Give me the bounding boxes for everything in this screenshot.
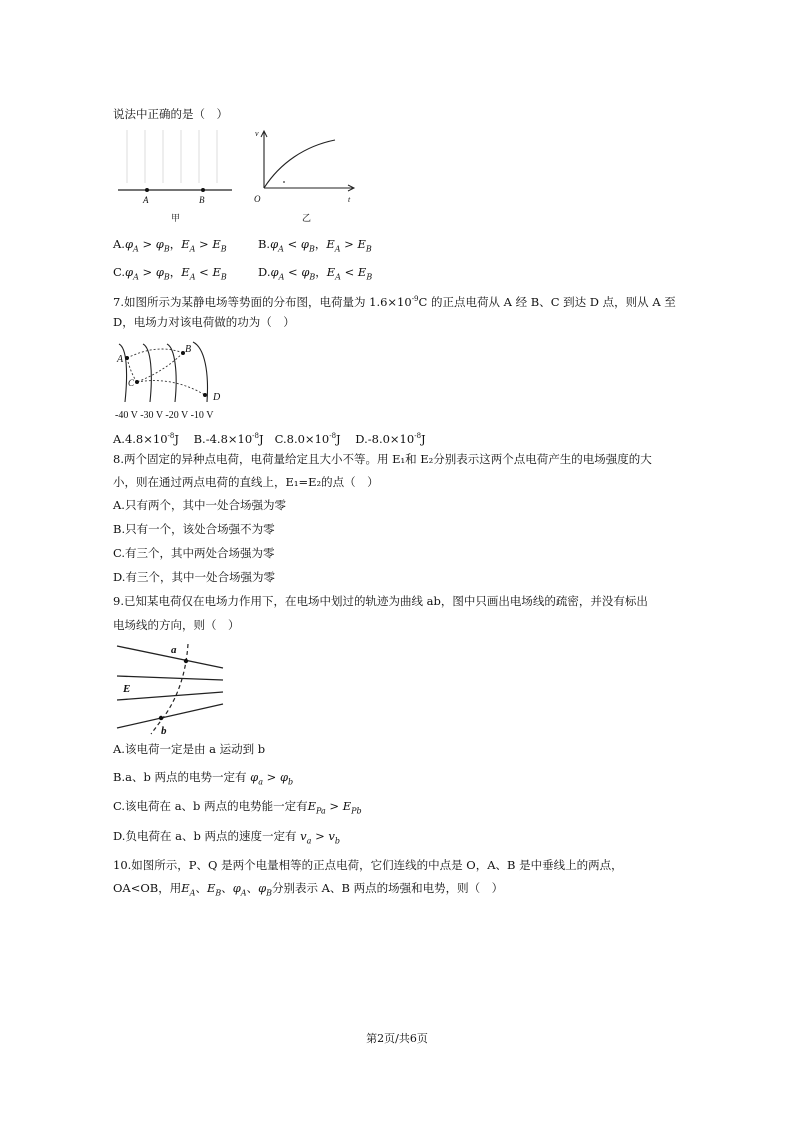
q6-options-cd bbox=[113, 264, 372, 285]
q10-stem-line1: 10.如图所示，P、Q 是两个电量相等的正点电荷，它们连线的中点是 O，A、B 是中垂线上的两点， bbox=[113, 858, 623, 872]
q6-figure-yi bbox=[250, 128, 360, 223]
q7-option-b: $B.-4.8\times 10^{-8}J$ bbox=[193, 431, 264, 446]
q9-label-b: b bbox=[161, 725, 167, 737]
q7-option-d: $D.-8.0\times 10^{-8}J$ bbox=[355, 431, 426, 446]
q8-stem-line2: 小，则在通过两点电荷的直线上，E₁=E₂的点（ ） bbox=[113, 475, 379, 489]
q10-stem-line2: OA<OB，用$E_A$、$E_B$、$\varphi_A$、$\varphi_B$分别表示 A、B 两点的场强和电势，则（ ） bbox=[113, 881, 504, 898]
q7-stem-line2: D，电场力对该电荷做的功为（ ） bbox=[113, 315, 295, 329]
q6-yi-caption: 乙 bbox=[302, 213, 312, 223]
q6-option-a: $A.\varphi_A > \varphi_B$，$E_A > E_B$ bbox=[113, 237, 227, 254]
q9-option-c: C.该电荷在 a、b 两点的电势能一定有$E_{Pa} > E_{Pb}$ bbox=[113, 799, 362, 816]
q7-option-a: $A.4.8\times 10^{-8}J$ bbox=[113, 431, 179, 446]
q6-jia-label-a: A bbox=[143, 195, 149, 205]
q6-jia-label-b: B bbox=[199, 195, 205, 205]
q7-label-b: B bbox=[185, 344, 192, 355]
q6-option-c: $C.\varphi_A > \varphi_B$，$E_A < E_B$ bbox=[113, 265, 227, 282]
q6-yi-axis-v: v bbox=[255, 129, 259, 138]
q9-stem-line2: 电场线的方向，则（ ） bbox=[113, 618, 240, 632]
q7-label-c: C bbox=[128, 378, 135, 388]
q6-jia-caption: 甲 bbox=[171, 213, 181, 223]
q6-figure-jia bbox=[115, 128, 235, 223]
q7-options bbox=[113, 428, 426, 447]
q9-option-b: B.a、b 两点的电势一定有 $\varphi_a > \varphi_b$ bbox=[113, 770, 294, 787]
q8-stem-line1: 8.两个固定的异种点电荷，电荷量给定且大小不等。用 E₁和 E₂分别表示这两个点电荷产生的电场强度的大 bbox=[113, 452, 652, 466]
q9-figure bbox=[113, 638, 228, 738]
q7-option-c: $C.8.0\times 10^{-8}J$ bbox=[274, 431, 341, 446]
page-footer: 第2页/共6页 bbox=[366, 1032, 428, 1045]
q6-yi-axis-t: t bbox=[348, 195, 351, 204]
q6-options-ab bbox=[113, 236, 372, 257]
q8-option-d: D.有三个，其中一处合场强为零 bbox=[113, 570, 275, 584]
q7-label-a: A bbox=[117, 354, 124, 365]
q6-option-b: $B.\varphi_A < \varphi_B$，$E_A > E_B$ bbox=[257, 237, 372, 254]
q8-option-b: B.只有一个，该处合场强不为零 bbox=[113, 522, 275, 536]
q8-option-c: C.有三个，其中两处合场强为零 bbox=[113, 546, 275, 560]
q7-potential-labels: -40 V -30 V -20 V -10 V bbox=[115, 410, 214, 421]
q9-stem-line1: 9.已知某电荷仅在电场力作用下，在电场中划过的轨迹为曲线 ab，图中只画出电场线的疏密，并没有标出 bbox=[113, 594, 648, 608]
q9-option-d: D.负电荷在 a、b 两点的速度一定有 $v_a > v_b$ bbox=[113, 829, 341, 846]
q6-option-d: $D.\varphi_A < \varphi_B$，$E_A < E_B$ bbox=[258, 265, 373, 282]
q6-yi-origin: O bbox=[254, 194, 261, 204]
q9-label-e: E bbox=[123, 683, 131, 695]
q9-label-a: a bbox=[171, 644, 177, 656]
q6-stem: 说法中正确的是（ ） bbox=[113, 107, 228, 121]
q7-label-d: D bbox=[213, 392, 221, 403]
q8-option-a: A.只有两个，其中一处合场强为零 bbox=[113, 498, 286, 512]
q7-stem-line1: 7.如图所示为某静电场等势面的分布图，电荷量为 $1.6\times 10^{-9}C$ 的正点电荷从 A 经 B、C 到达 D 点，则从 A 至 bbox=[113, 294, 676, 309]
q7-figure bbox=[113, 338, 243, 423]
q9-option-a: A.该电荷一定是由 a 运动到 b bbox=[113, 742, 266, 756]
